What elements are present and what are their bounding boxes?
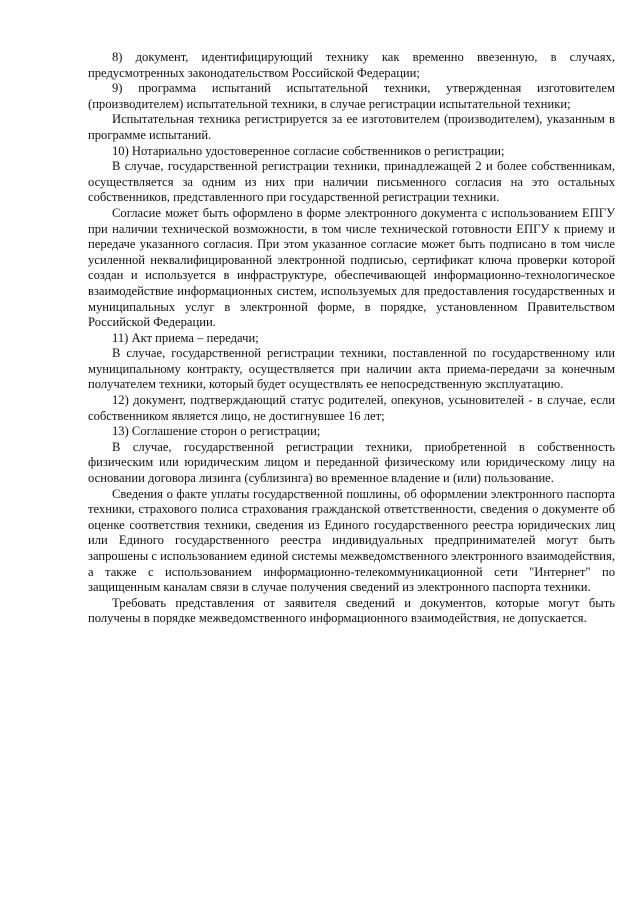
paragraph-interagency-info: Сведения о факте уплаты государственной пошлины, об оформлении электронного паспорта техники, страхового полиса страхования гражданской ответственности, сведения о документе об оценке соответствия техники, сведения из Единого государственного реестра юридических лиц или Единого государственного реестра индивидуальных предпринимателей могут быть запрошены с использованием единой системы межведомственного электронного взаимодействия, а также с использованием информационно-телекоммуникационной сети "Интернет" по защищенным каналам связи в случае получения сведений из электронного паспорта техники. bbox=[88, 486, 615, 595]
paragraph-item-8: 8) документ, идентифицирующий технику как временно ввезенную, в случаях, предусмотренных законодательством Российской Федерации; bbox=[88, 50, 615, 80]
paragraph-item-9: 9) программа испытаний испытательной техники, утвержденная изготовителем (производителем) испытательной техники, в случае регистрации испытательной техники; bbox=[88, 81, 615, 111]
paragraph-item-11: 11) Акт приема – передачи; bbox=[112, 330, 259, 345]
paragraph-item-12: 12) документ, подтверждающий статус родителей, опекунов, усыновителей - в случае, если собственником является лицо, не достигнувшее 16 лет; bbox=[88, 393, 615, 423]
document-page bbox=[88, 50, 615, 627]
paragraph-consent-electronic: Согласие может быть оформлено в форме электронного документа с использованием ЕПГУ при наличии технической возможности, в том числе технической готовности ЕПГУ к приему и передаче указанного согласия. При этом указанное согласие может быть подписано в том числе усиленной неквалифицированной электронной подписью, сертификат ключа проверки которой создан и используется в инфраструктуре, обеспечивающей информационно-технологическое взаимодействие информационных систем, используемых для предоставления государственных и муниципальных услуг в электронной форме, в порядке, установленном Правительством Российской Федерации. bbox=[88, 205, 615, 330]
paragraph-multiple-owners: В случае, государственной регистрации техники, принадлежащей 2 и более собственникам, осуществляется за одним из них при наличии письменного согласия на это остальных собственников, представленного при государственной регистрации техники. bbox=[88, 159, 615, 205]
paragraph-item-13: 13) Соглашение сторон о регистрации; bbox=[112, 424, 321, 439]
paragraph-leasing: В случае, государственной регистрации техники, приобретенной в собственность физическим или юридическим лицом и переданной физическому или юридическому лицу на основании договора лизинга (сублизинга) во временное владение и (или) пользование. bbox=[88, 439, 615, 486]
paragraph-test-registration: Испытательная техника регистрируется за ее изготовителем (производителем), указанным в программе испытаний. bbox=[88, 112, 615, 142]
paragraph-not-allowed: Требовать представления от заявителя сведений и документов, которые могут быть получены в порядке межведомственного информационного взаимодействия, не допускается. bbox=[88, 595, 615, 626]
paragraph-item-10: 10) Нотариально удостоверенное согласие собственников о регистрации; bbox=[112, 143, 505, 158]
paragraph-contract-delivery: В случае, государственной регистрации техники, поставленной по государственному или муниципальному контракту, осуществляется при наличии акта приема-передачи за конечным получателем техники, который будет осуществлять ее непосредственную эксплуатацию. bbox=[88, 346, 615, 392]
